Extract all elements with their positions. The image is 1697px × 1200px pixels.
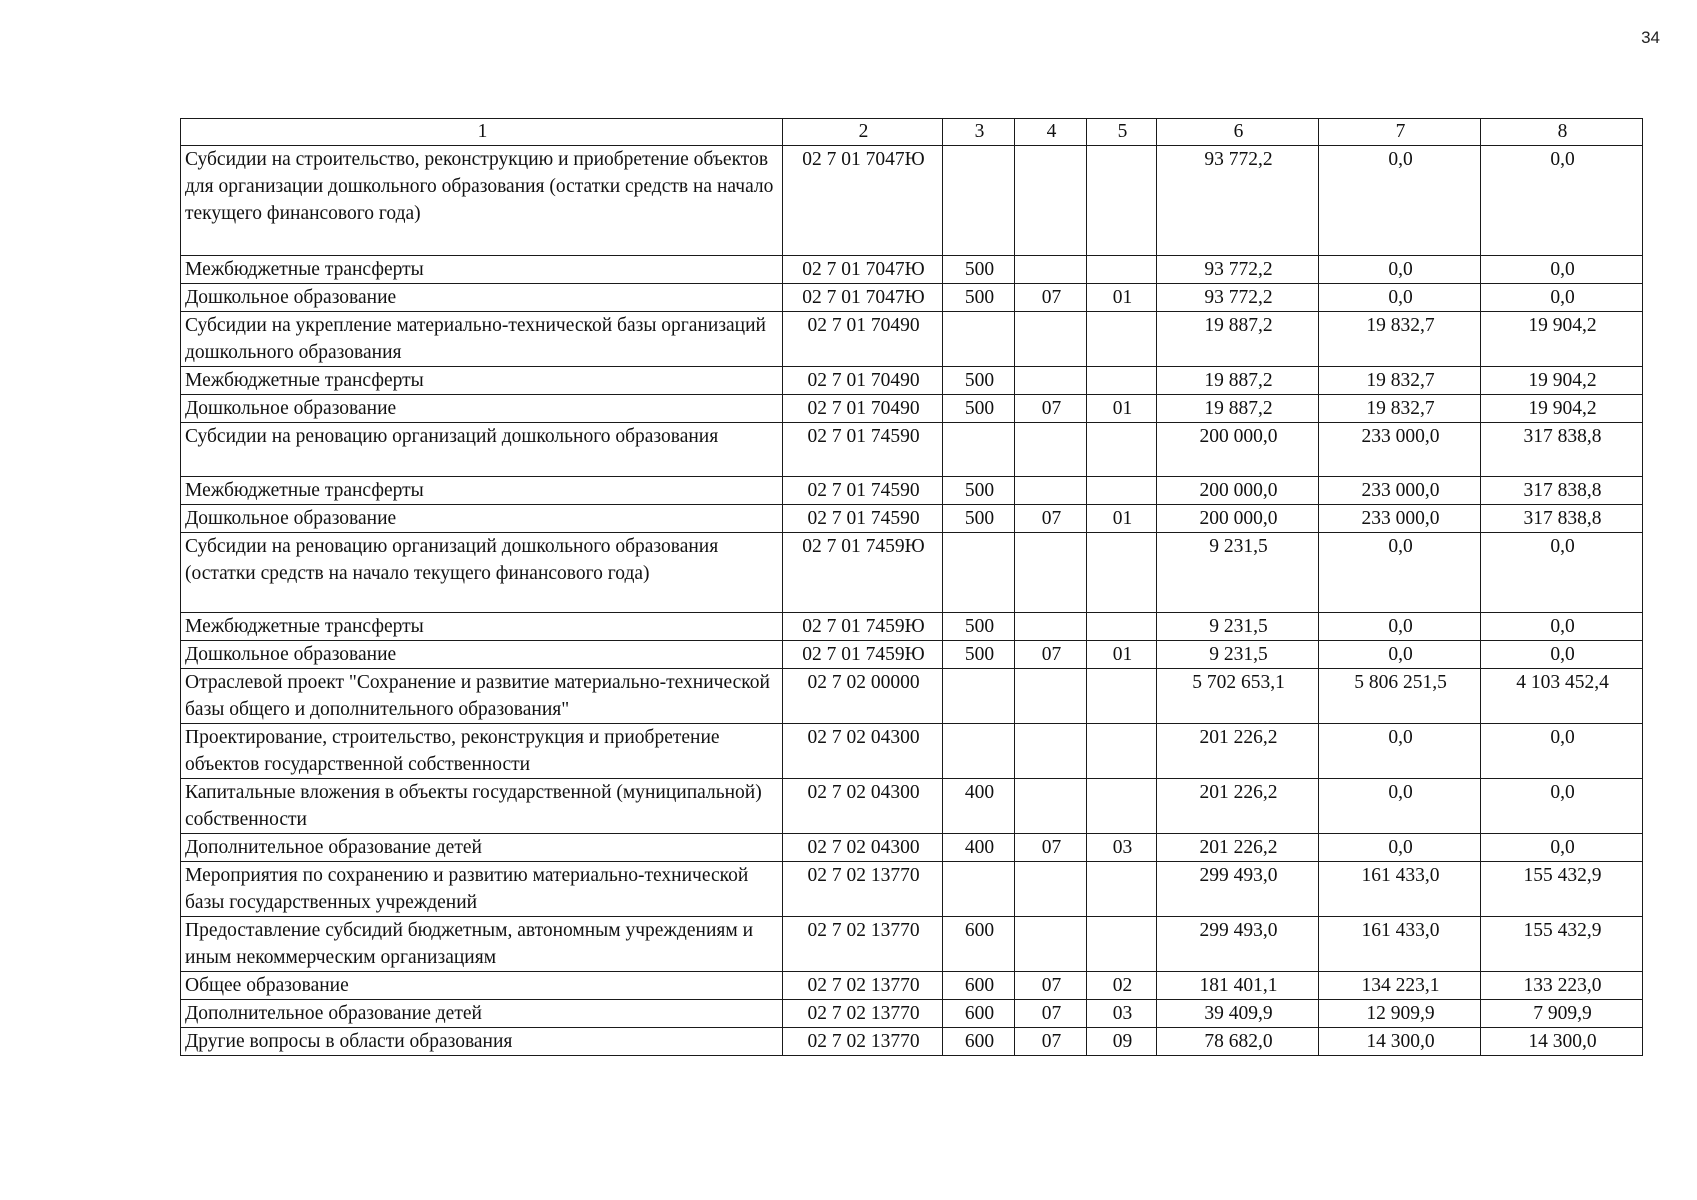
header-cell: 5 bbox=[1087, 119, 1157, 146]
row-code: 02 7 01 7047Ю bbox=[783, 284, 943, 312]
row-value-3: 133 223,0 bbox=[1481, 972, 1643, 1000]
row-pr: 01 bbox=[1087, 641, 1157, 669]
row-name: Субсидии на реновацию организаций дошкольного образования bbox=[181, 423, 783, 477]
header-cell: 8 bbox=[1481, 119, 1643, 146]
row-value-1: 181 401,1 bbox=[1157, 972, 1319, 1000]
row-value-3: 0,0 bbox=[1481, 641, 1643, 669]
row-code: 02 7 02 04300 bbox=[783, 779, 943, 834]
row-value-3: 0,0 bbox=[1481, 613, 1643, 641]
row-vr: 500 bbox=[943, 641, 1015, 669]
row-code: 02 7 02 00000 bbox=[783, 669, 943, 724]
row-value-1: 39 409,9 bbox=[1157, 1000, 1319, 1028]
row-name: Дошкольное образование bbox=[181, 284, 783, 312]
row-vr: 500 bbox=[943, 284, 1015, 312]
table-row bbox=[181, 1028, 1643, 1056]
row-value-3: 155 432,9 bbox=[1481, 862, 1643, 917]
row-rz bbox=[1015, 146, 1087, 256]
row-vr: 600 bbox=[943, 917, 1015, 972]
row-vr: 500 bbox=[943, 256, 1015, 284]
row-rz bbox=[1015, 917, 1087, 972]
header-cell: 4 bbox=[1015, 119, 1087, 146]
row-code: 02 7 01 70490 bbox=[783, 367, 943, 395]
budget-table bbox=[180, 118, 1643, 1056]
row-code: 02 7 02 04300 bbox=[783, 834, 943, 862]
table-row bbox=[181, 834, 1643, 862]
row-value-1: 9 231,5 bbox=[1157, 613, 1319, 641]
row-rz bbox=[1015, 367, 1087, 395]
row-value-3: 317 838,8 bbox=[1481, 477, 1643, 505]
row-value-2: 19 832,7 bbox=[1319, 367, 1481, 395]
row-rz: 07 bbox=[1015, 641, 1087, 669]
row-value-2: 134 223,1 bbox=[1319, 972, 1481, 1000]
row-value-1: 93 772,2 bbox=[1157, 256, 1319, 284]
row-value-1: 201 226,2 bbox=[1157, 834, 1319, 862]
row-value-2: 233 000,0 bbox=[1319, 423, 1481, 477]
row-value-2: 0,0 bbox=[1319, 256, 1481, 284]
row-vr bbox=[943, 423, 1015, 477]
row-pr bbox=[1087, 477, 1157, 505]
row-rz bbox=[1015, 312, 1087, 367]
row-name: Межбюджетные трансферты bbox=[181, 367, 783, 395]
row-vr: 500 bbox=[943, 367, 1015, 395]
row-value-3: 0,0 bbox=[1481, 533, 1643, 613]
row-vr bbox=[943, 533, 1015, 613]
row-value-1: 9 231,5 bbox=[1157, 641, 1319, 669]
row-code: 02 7 01 7047Ю bbox=[783, 146, 943, 256]
row-value-3: 19 904,2 bbox=[1481, 312, 1643, 367]
table-row bbox=[181, 613, 1643, 641]
row-pr bbox=[1087, 146, 1157, 256]
row-rz bbox=[1015, 256, 1087, 284]
row-name: Дошкольное образование bbox=[181, 641, 783, 669]
row-value-2: 14 300,0 bbox=[1319, 1028, 1481, 1056]
row-rz: 07 bbox=[1015, 505, 1087, 533]
row-value-1: 93 772,2 bbox=[1157, 146, 1319, 256]
row-value-1: 201 226,2 bbox=[1157, 724, 1319, 779]
row-value-1: 200 000,0 bbox=[1157, 505, 1319, 533]
row-value-2: 161 433,0 bbox=[1319, 917, 1481, 972]
row-value-3: 0,0 bbox=[1481, 834, 1643, 862]
row-value-1: 201 226,2 bbox=[1157, 779, 1319, 834]
row-value-2: 233 000,0 bbox=[1319, 477, 1481, 505]
table-row bbox=[181, 669, 1643, 724]
row-rz: 07 bbox=[1015, 834, 1087, 862]
row-pr bbox=[1087, 613, 1157, 641]
row-code: 02 7 02 13770 bbox=[783, 917, 943, 972]
row-value-1: 93 772,2 bbox=[1157, 284, 1319, 312]
row-name: Общее образование bbox=[181, 972, 783, 1000]
row-pr bbox=[1087, 533, 1157, 613]
row-rz bbox=[1015, 533, 1087, 613]
row-name: Капитальные вложения в объекты государственной (муниципальной) собственности bbox=[181, 779, 783, 834]
row-code: 02 7 01 74590 bbox=[783, 477, 943, 505]
table-row bbox=[181, 284, 1643, 312]
row-value-1: 200 000,0 bbox=[1157, 423, 1319, 477]
table-row bbox=[181, 917, 1643, 972]
row-vr: 600 bbox=[943, 972, 1015, 1000]
row-value-1: 78 682,0 bbox=[1157, 1028, 1319, 1056]
row-vr bbox=[943, 146, 1015, 256]
page-number: 34 bbox=[1641, 28, 1660, 47]
table-row bbox=[181, 477, 1643, 505]
row-name: Отраслевой проект "Сохранение и развитие материально-технической базы общего и дополнительного образования" bbox=[181, 669, 783, 724]
row-code: 02 7 01 74590 bbox=[783, 423, 943, 477]
table-row bbox=[181, 312, 1643, 367]
table-row bbox=[181, 779, 1643, 834]
row-code: 02 7 01 7459Ю bbox=[783, 533, 943, 613]
row-pr bbox=[1087, 312, 1157, 367]
row-code: 02 7 02 13770 bbox=[783, 1028, 943, 1056]
row-pr: 01 bbox=[1087, 505, 1157, 533]
row-vr bbox=[943, 724, 1015, 779]
row-vr bbox=[943, 312, 1015, 367]
row-vr: 500 bbox=[943, 395, 1015, 423]
row-pr bbox=[1087, 862, 1157, 917]
header-cell: 6 bbox=[1157, 119, 1319, 146]
row-value-2: 233 000,0 bbox=[1319, 505, 1481, 533]
row-pr bbox=[1087, 917, 1157, 972]
row-code: 02 7 01 7047Ю bbox=[783, 256, 943, 284]
row-value-2: 0,0 bbox=[1319, 533, 1481, 613]
row-pr bbox=[1087, 779, 1157, 834]
row-code: 02 7 01 70490 bbox=[783, 312, 943, 367]
table-row bbox=[181, 1000, 1643, 1028]
row-rz bbox=[1015, 724, 1087, 779]
row-value-1: 9 231,5 bbox=[1157, 533, 1319, 613]
row-value-2: 0,0 bbox=[1319, 779, 1481, 834]
row-value-1: 200 000,0 bbox=[1157, 477, 1319, 505]
row-rz: 07 bbox=[1015, 1000, 1087, 1028]
header-cell: 7 bbox=[1319, 119, 1481, 146]
row-name: Субсидии на строительство, реконструкцию и приобретение объектов для организации дошкольного образования (остатки средств на начало текущего финансового года) bbox=[181, 146, 783, 256]
row-name: Дополнительное образование детей bbox=[181, 1000, 783, 1028]
row-value-3: 155 432,9 bbox=[1481, 917, 1643, 972]
row-rz bbox=[1015, 613, 1087, 641]
table-row bbox=[181, 146, 1643, 256]
table-row bbox=[181, 505, 1643, 533]
row-pr: 09 bbox=[1087, 1028, 1157, 1056]
row-value-1: 19 887,2 bbox=[1157, 312, 1319, 367]
row-code: 02 7 02 04300 bbox=[783, 724, 943, 779]
row-value-1: 19 887,2 bbox=[1157, 367, 1319, 395]
row-value-2: 0,0 bbox=[1319, 641, 1481, 669]
row-value-2: 0,0 bbox=[1319, 724, 1481, 779]
row-value-2: 0,0 bbox=[1319, 834, 1481, 862]
row-value-3: 0,0 bbox=[1481, 256, 1643, 284]
row-value-3: 19 904,2 bbox=[1481, 367, 1643, 395]
row-name: Субсидии на реновацию организаций дошкольного образования (остатки средств на начало текущего финансового года) bbox=[181, 533, 783, 613]
row-value-1: 299 493,0 bbox=[1157, 917, 1319, 972]
row-pr bbox=[1087, 367, 1157, 395]
row-name: Межбюджетные трансферты bbox=[181, 613, 783, 641]
row-name: Дошкольное образование bbox=[181, 395, 783, 423]
header-cell: 1 bbox=[181, 119, 783, 146]
row-value-3: 7 909,9 bbox=[1481, 1000, 1643, 1028]
row-value-3: 14 300,0 bbox=[1481, 1028, 1643, 1056]
row-code: 02 7 02 13770 bbox=[783, 972, 943, 1000]
row-pr: 01 bbox=[1087, 395, 1157, 423]
table-row bbox=[181, 972, 1643, 1000]
row-value-3: 0,0 bbox=[1481, 724, 1643, 779]
row-name: Дошкольное образование bbox=[181, 505, 783, 533]
row-value-1: 19 887,2 bbox=[1157, 395, 1319, 423]
row-name: Предоставление субсидий бюджетным, автономным учреждениям и иным некоммерческим организациям bbox=[181, 917, 783, 972]
row-value-2: 5 806 251,5 bbox=[1319, 669, 1481, 724]
row-value-3: 4 103 452,4 bbox=[1481, 669, 1643, 724]
row-code: 02 7 01 74590 bbox=[783, 505, 943, 533]
row-name: Дополнительное образование детей bbox=[181, 834, 783, 862]
row-pr bbox=[1087, 669, 1157, 724]
table-row bbox=[181, 367, 1643, 395]
row-vr: 600 bbox=[943, 1028, 1015, 1056]
row-vr: 400 bbox=[943, 779, 1015, 834]
row-rz bbox=[1015, 669, 1087, 724]
row-name: Мероприятия по сохранению и развитию материально-технической базы государственных учреждений bbox=[181, 862, 783, 917]
table-row bbox=[181, 395, 1643, 423]
row-pr bbox=[1087, 256, 1157, 284]
row-rz bbox=[1015, 423, 1087, 477]
table-row bbox=[181, 724, 1643, 779]
row-value-2: 19 832,7 bbox=[1319, 395, 1481, 423]
row-pr: 01 bbox=[1087, 284, 1157, 312]
row-value-3: 0,0 bbox=[1481, 779, 1643, 834]
row-name: Межбюджетные трансферты bbox=[181, 477, 783, 505]
row-vr: 400 bbox=[943, 834, 1015, 862]
row-code: 02 7 02 13770 bbox=[783, 1000, 943, 1028]
row-rz: 07 bbox=[1015, 1028, 1087, 1056]
row-value-2: 0,0 bbox=[1319, 146, 1481, 256]
row-value-2: 12 909,9 bbox=[1319, 1000, 1481, 1028]
table-row bbox=[181, 256, 1643, 284]
header-cell: 3 bbox=[943, 119, 1015, 146]
table-row bbox=[181, 641, 1643, 669]
row-name: Проектирование, строительство, реконструкция и приобретение объектов государственной собственности bbox=[181, 724, 783, 779]
row-rz: 07 bbox=[1015, 284, 1087, 312]
row-value-1: 5 702 653,1 bbox=[1157, 669, 1319, 724]
table-row bbox=[181, 862, 1643, 917]
row-rz: 07 bbox=[1015, 972, 1087, 1000]
table-row bbox=[181, 423, 1643, 477]
row-pr: 03 bbox=[1087, 834, 1157, 862]
row-rz bbox=[1015, 779, 1087, 834]
row-pr bbox=[1087, 423, 1157, 477]
row-value-2: 0,0 bbox=[1319, 613, 1481, 641]
row-code: 02 7 01 7459Ю bbox=[783, 613, 943, 641]
row-name: Другие вопросы в области образования bbox=[181, 1028, 783, 1056]
row-vr: 600 bbox=[943, 1000, 1015, 1028]
row-code: 02 7 01 7459Ю bbox=[783, 641, 943, 669]
row-rz bbox=[1015, 862, 1087, 917]
header-row bbox=[181, 119, 1643, 146]
row-value-2: 161 433,0 bbox=[1319, 862, 1481, 917]
row-value-1: 299 493,0 bbox=[1157, 862, 1319, 917]
row-value-2: 0,0 bbox=[1319, 284, 1481, 312]
row-name: Субсидии на укрепление материально-технической базы организаций дошкольного образования bbox=[181, 312, 783, 367]
row-value-3: 19 904,2 bbox=[1481, 395, 1643, 423]
row-rz: 07 bbox=[1015, 395, 1087, 423]
row-vr bbox=[943, 862, 1015, 917]
row-vr: 500 bbox=[943, 477, 1015, 505]
row-value-3: 317 838,8 bbox=[1481, 505, 1643, 533]
table-row bbox=[181, 533, 1643, 613]
row-name: Межбюджетные трансферты bbox=[181, 256, 783, 284]
row-value-3: 0,0 bbox=[1481, 284, 1643, 312]
row-code: 02 7 01 70490 bbox=[783, 395, 943, 423]
row-value-3: 0,0 bbox=[1481, 146, 1643, 256]
row-pr: 02 bbox=[1087, 972, 1157, 1000]
row-vr: 500 bbox=[943, 613, 1015, 641]
row-rz bbox=[1015, 477, 1087, 505]
row-value-3: 317 838,8 bbox=[1481, 423, 1643, 477]
row-vr: 500 bbox=[943, 505, 1015, 533]
row-vr bbox=[943, 669, 1015, 724]
row-pr: 03 bbox=[1087, 1000, 1157, 1028]
row-pr bbox=[1087, 724, 1157, 779]
row-code: 02 7 02 13770 bbox=[783, 862, 943, 917]
header-cell: 2 bbox=[783, 119, 943, 146]
row-value-2: 19 832,7 bbox=[1319, 312, 1481, 367]
